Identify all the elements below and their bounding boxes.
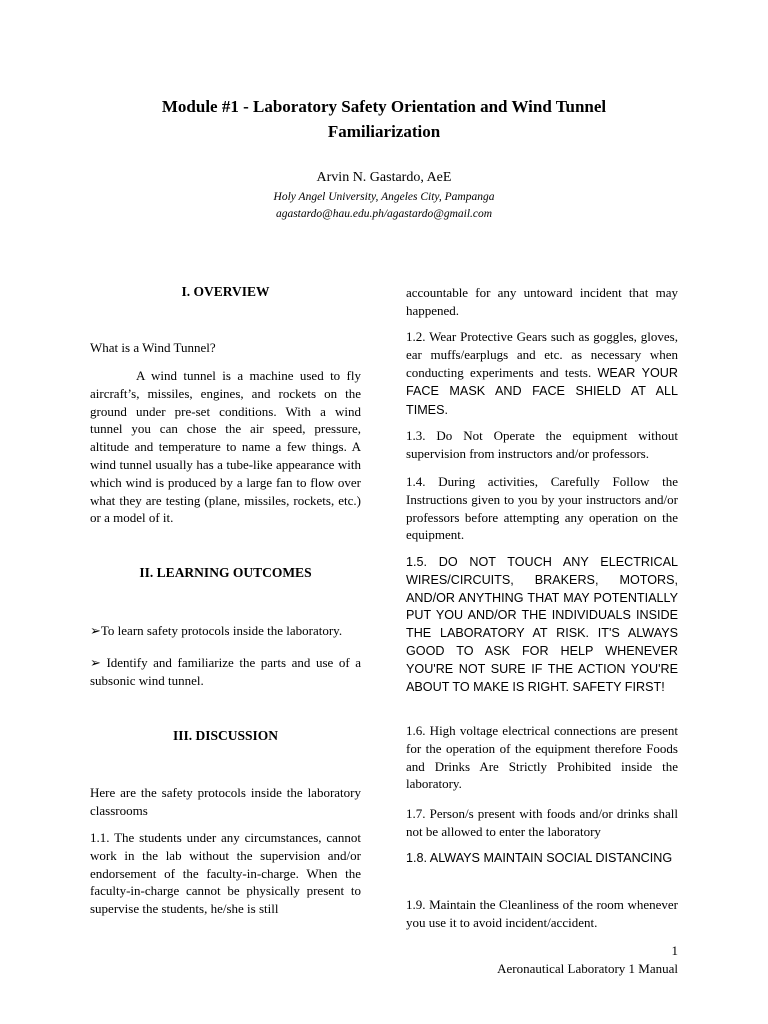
discussion-heading: III. DISCUSSION (172, 728, 279, 743)
safety-item-1-1-continued: accountable for any untoward incident that may happened. (406, 285, 678, 318)
safety-item-1-2-emphasis: WEAR YOUR FACE MASK AND FACE SHIELD AT ALL TIMES. (406, 365, 678, 418)
overview-paragraph: A wind tunnel is a machine used to fly aircraft’s, missiles, engines, and rockets on the ground under pre-set conditions. With a wind tunnel you can chose the air speed, pressure, altitude and temperature to name a few things. A wind tunnel usually has a tube-like appearance with which wind is produced by a large fan to flow over what they are testing (plane, missiles, rockets, etc.) or a model of it. (90, 368, 361, 526)
outcome-item: ➢To learn safety protocols inside the laboratory. (90, 623, 343, 638)
safety-item-1-9: 1.9. Maintain the Cleanliness of the room whenever you use it to avoid incident/accident. (406, 897, 678, 930)
overview-heading: I. OVERVIEW (181, 284, 270, 299)
author-email: agastardo@hau.edu.ph/agastardo@gmail.com (275, 208, 493, 220)
author-affiliation: Holy Angel University, Angeles City, Pampanga (273, 191, 495, 203)
document-title: Module #1 - Laboratory Safety Orientation and Wind Tunnel Familiarization (161, 97, 607, 141)
safety-item-1-8: 1.8. ALWAYS MAINTAIN SOCIAL DISTANCING (406, 851, 673, 865)
safety-item-1-2-text: 1.2. Wear Protective Gears such as goggles, gloves, ear muffs/earplugs and etc. as necessary when conducting experiments and tests. (406, 329, 678, 380)
safety-item-1-2 (406, 328, 678, 420)
safety-item-1-3: 1.3. Do Not Operate the equipment without supervision from instructors and/or professors. (406, 428, 678, 461)
discussion-intro: Here are the safety protocols inside the laboratory classrooms (90, 785, 361, 818)
author-name: Arvin N. Gastardo, AeE (316, 170, 452, 185)
safety-item-1-5: 1.5. DO NOT TOUCH ANY ELECTRICAL WIRES/CIRCUITS, BRAKERS, MOTORS, AND/OR ANYTHING THAT MAY POTENTIALLY PUT YOU AND/OR THE INDIVIDUALS INSIDE THE LABORATORY AT RISK. IT'S ALWAYS GOOD TO ASK FOR HELP WHENEVER YOU'RE NOT SURE IF THE ACTION YOU'RE ABOUT TO MAKE IS RIGHT. SAFETY FIRST! (406, 555, 678, 694)
safety-item-1-6: 1.6. High voltage electrical connections are present for the operation of the equipment therefore Foods and Drinks Are Strictly Prohibited inside the laboratory. (406, 723, 678, 792)
safety-item-1-1: 1.1. The students under any circumstances, cannot work in the lab without the supervision and/or endorsement of the faculty-in-charge. When the faculty-in-charge cannot be physically present to supervise the students, he/she is still (90, 830, 361, 917)
safety-item-1-7: 1.7. Person/s present with foods and/or drinks shall not be allowed to enter the laboratory (406, 806, 678, 839)
manual-name-footer: Aeronautical Laboratory 1 Manual (497, 961, 678, 976)
outcome-item: ➢ Identify and familiarize the parts and use of a subsonic wind tunnel. (90, 655, 361, 688)
safety-item-1-4: 1.4. During activities, Carefully Follow the Instructions given to you by your instructors and/or professors before attempting any operation on the equipment. (406, 474, 678, 543)
overview-question: What is a Wind Tunnel? (90, 340, 216, 355)
learning-outcomes-heading: II. LEARNING OUTCOMES (139, 565, 312, 580)
page-number: 1 (671, 943, 678, 958)
